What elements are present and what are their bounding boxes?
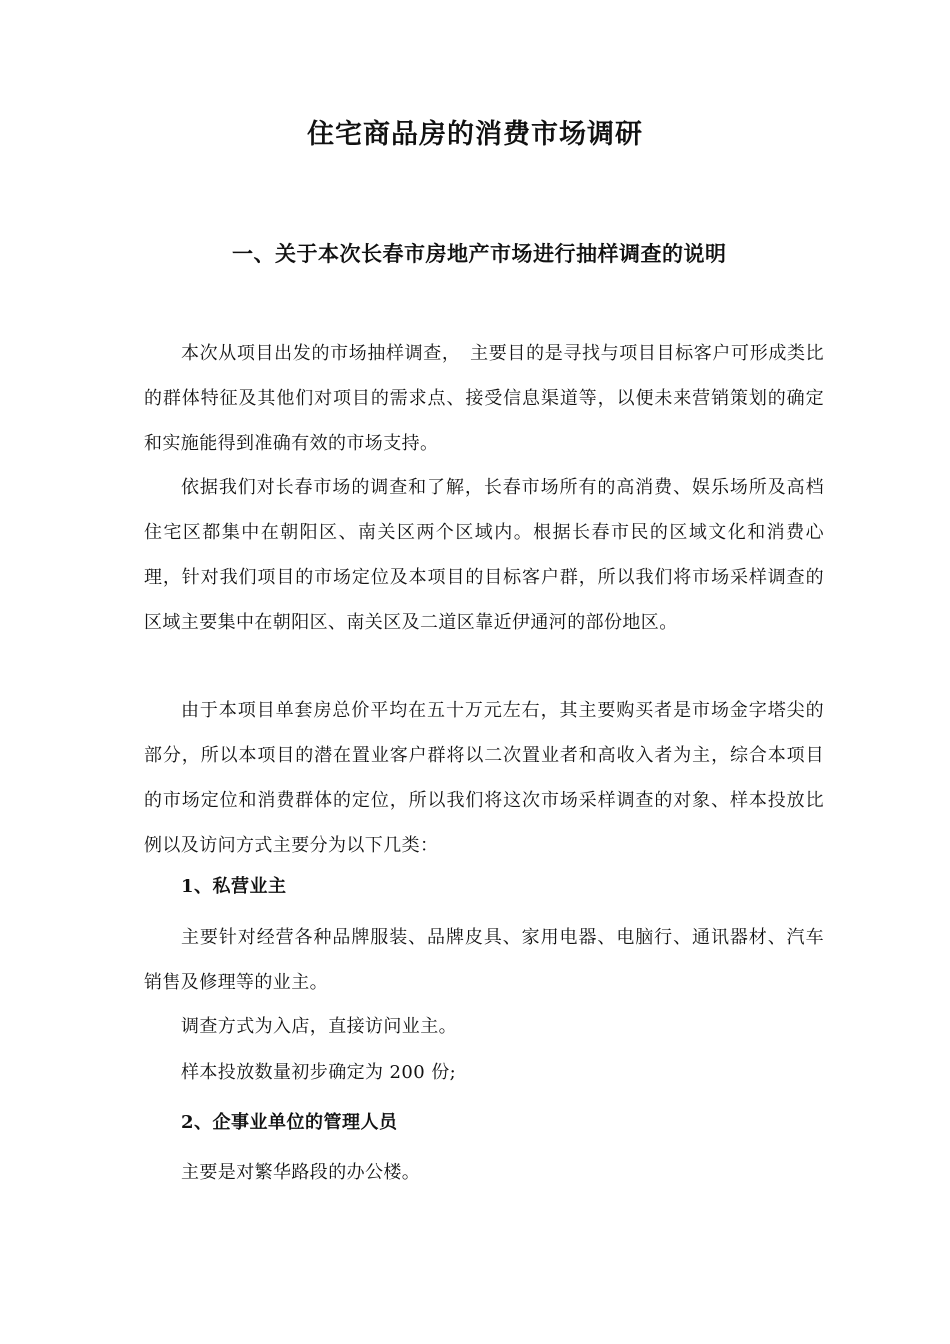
paragraph-purpose: 本次从项目出发的市场抽样调查， 主要目的是寻找与项目目标客户可形成类比的群体特征及其他们对项目的需求点、接受信息渠道等，以便未来营销策划的确定和实施能得到准确有效的市场支持。: [144, 343, 824, 454]
paragraph-region-block: [144, 465, 824, 645]
category2-description: 主要是对繁华路段的办公楼。: [181, 1162, 421, 1183]
paragraph-target-block: [144, 688, 824, 868]
section-heading: 一、关于本次长春市房地产市场进行抽样调查的说明: [232, 241, 727, 266]
document-title: 住宅商品房的消费市场调研: [307, 119, 643, 150]
paragraph-target: 由于本项目单套房总价平均在五十万元左右，其主要购买者是市场金字塔尖的部分，所以本项目的潜在置业客户群将以二次置业者和高收入者为主，综合本项目的市场定位和消费群体的定位，所以我们将这次市场采样调查的对象、样本投放比例以及访问方式主要分为以下几类：: [144, 700, 824, 856]
category1-sample-size: 样本投放数量初步确定为 200 份;: [181, 1062, 457, 1083]
paragraph-region: 依据我们对长春市场的调查和了解，长春市场所有的高消费、娱乐场所及高档住宅区都集中在朝阳区、南关区两个区域内。根据长春市民的区域文化和消费心理，针对我们项目的市场定位及本项目的目标客户群，所以我们将市场采样调查的区域主要集中在朝阳区、南关区及二道区靠近伊通河的部份地区。: [144, 477, 824, 633]
category-heading-private-owners: 1、私营业主: [181, 876, 287, 897]
category1-description: 主要针对经营各种品牌服装、品牌皮具、家用电器、电脑行、通讯器材、汽车销售及修理等的业主。: [144, 927, 824, 993]
category1-survey-method: 调查方式为入店，直接访问业主。: [181, 1016, 457, 1037]
category-heading-managers: 2、企事业单位的管理人员: [181, 1112, 398, 1133]
paragraph-purpose-block: [144, 331, 824, 466]
category1-description-block: [144, 915, 824, 1005]
